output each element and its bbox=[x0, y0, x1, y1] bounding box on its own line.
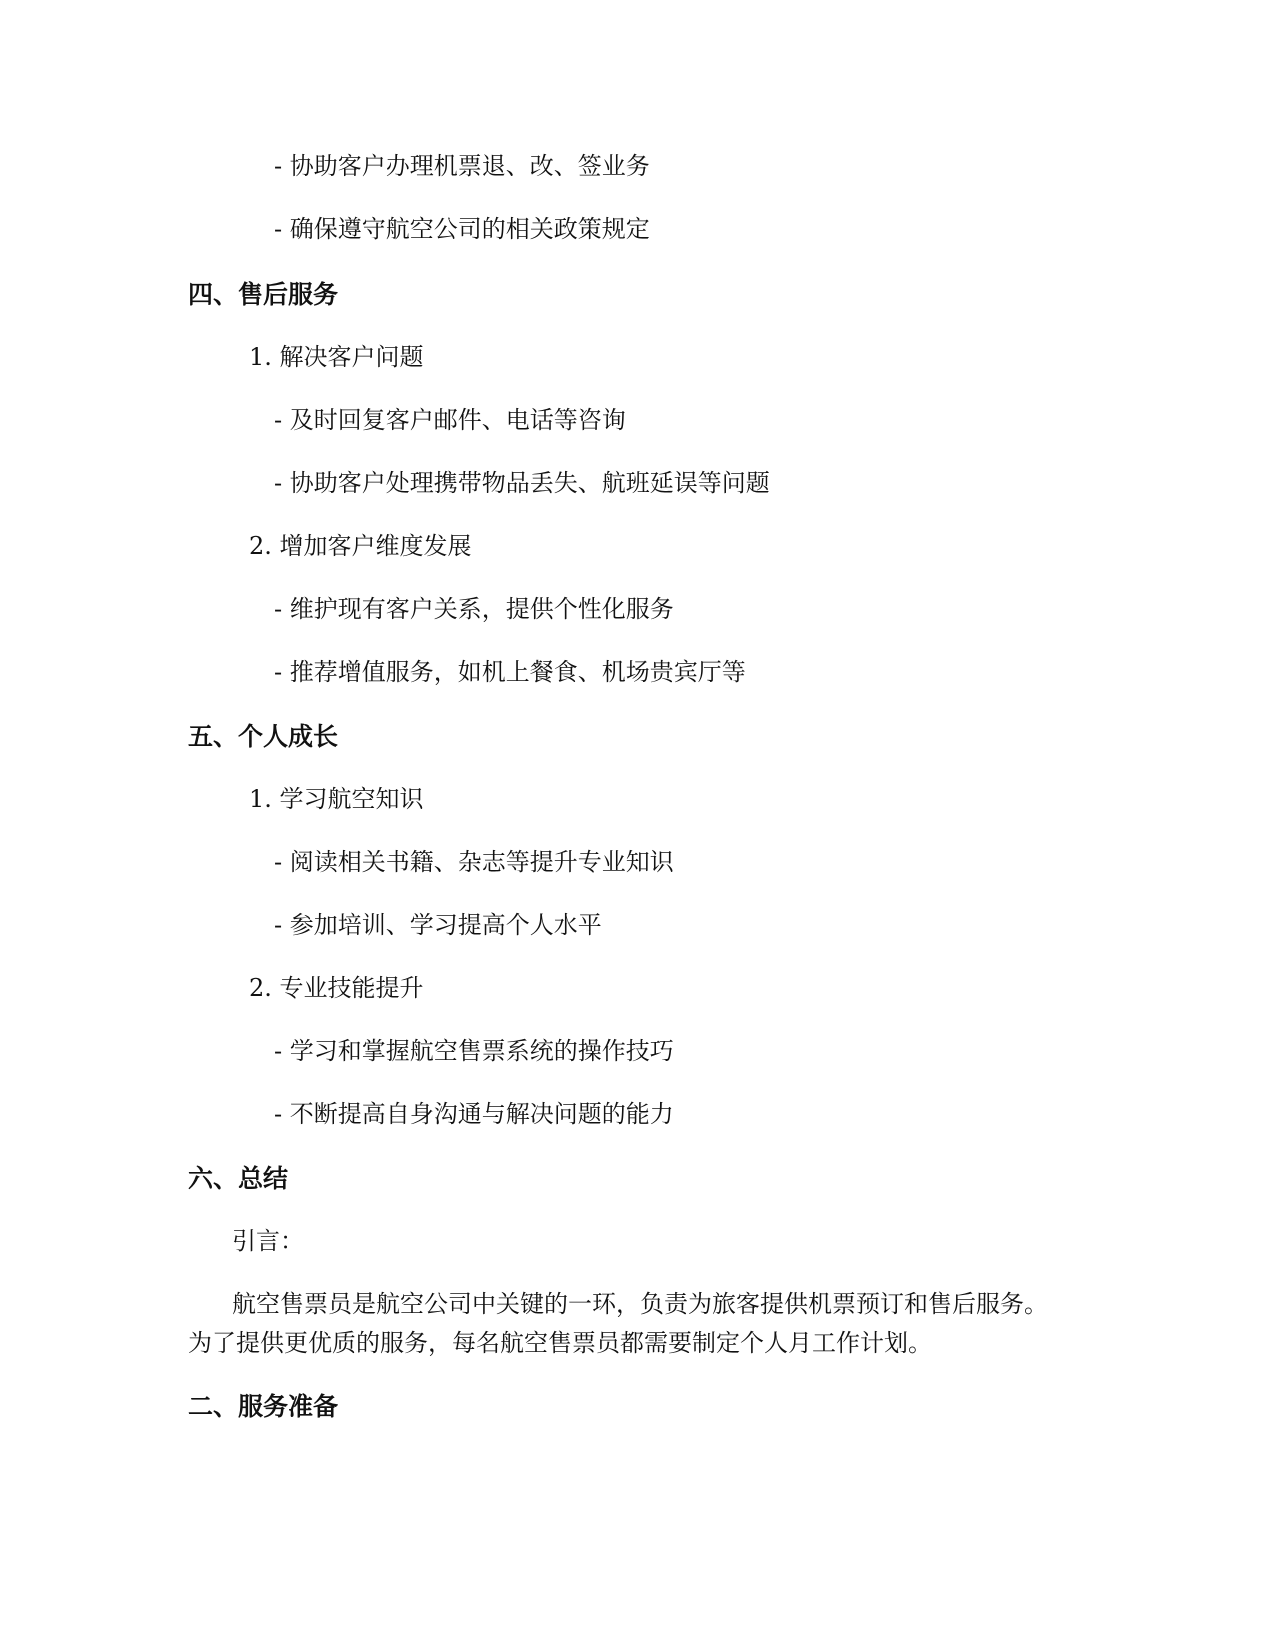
numbered-item: 2. 增加客户维度发展 bbox=[249, 532, 472, 560]
paragraph-text: 航空售票员是航空公司中关键的一环，负责为旅客提供机票预订和售后服务。 bbox=[232, 1290, 1048, 1318]
bullet-item: - 维护现有客户关系，提供个性化服务 bbox=[274, 595, 674, 623]
bullet-item: - 参加培训、学习提高个人水平 bbox=[274, 911, 602, 939]
section-heading: 六、总结 bbox=[188, 1164, 289, 1193]
bullet-item: - 阅读相关书籍、杂志等提升专业知识 bbox=[274, 848, 674, 876]
bullet-item: - 协助客户处理携带物品丢失、航班延误等问题 bbox=[274, 469, 770, 497]
paragraph-text: 为了提供更优质的服务，每名航空售票员都需要制定个人月工作计划。 bbox=[188, 1329, 932, 1357]
bullet-item: - 不断提高自身沟通与解决问题的能力 bbox=[274, 1100, 674, 1128]
bullet-item: - 协助客户办理机票退、改、签业务 bbox=[274, 152, 650, 180]
section-heading: 五、个人成长 bbox=[188, 722, 339, 751]
paragraph-text: 引言： bbox=[232, 1227, 304, 1255]
bullet-item: - 确保遵守航空公司的相关政策规定 bbox=[274, 215, 650, 243]
bullet-item: - 及时回复客户邮件、电话等咨询 bbox=[274, 406, 626, 434]
bullet-item: - 推荐增值服务，如机上餐食、机场贵宾厅等 bbox=[274, 658, 746, 686]
numbered-item: 2. 专业技能提升 bbox=[249, 974, 424, 1002]
bullet-item: - 学习和掌握航空售票系统的操作技巧 bbox=[274, 1037, 674, 1065]
section-heading: 四、售后服务 bbox=[188, 280, 339, 309]
numbered-item: 1. 解决客户问题 bbox=[249, 343, 424, 371]
numbered-item: 1. 学习航空知识 bbox=[249, 785, 424, 813]
section-heading: 二、服务准备 bbox=[188, 1392, 339, 1421]
